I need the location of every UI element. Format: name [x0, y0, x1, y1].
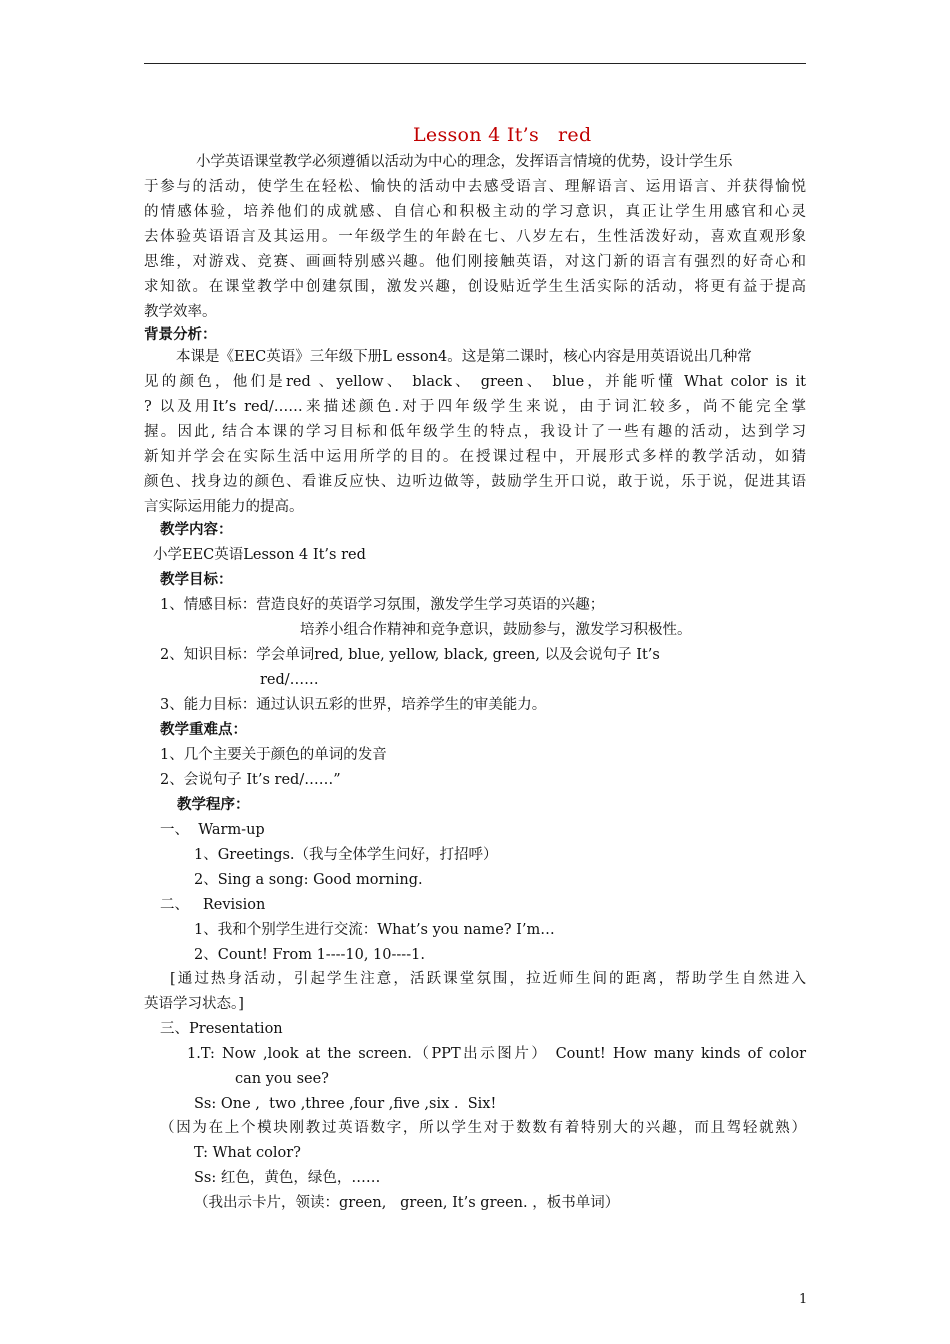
background-line: 颜色、找身边的颜色、看谁反应快、边听边做等，鼓励学生开口说，敢于说，乐于说，促进其语 — [144, 474, 806, 490]
goals-heading: 教学目标： — [160, 571, 233, 588]
procedure-step: 一、 Warm-up — [160, 822, 265, 838]
header-rule — [144, 63, 806, 64]
procedure-item: Ss: One , two ,three ,four ,five ,six . Six! — [194, 1096, 497, 1112]
keypoint-item: 1、几个主要关于颜色的单词的发音 — [160, 747, 387, 763]
procedure-step: 三、Presentation — [160, 1021, 283, 1037]
intro-line: 教学效率。 — [144, 304, 217, 320]
intro-line: 小学英语课堂教学必须遵循以活动为中心的理念，发挥语言情境的优势，设计学生乐 — [196, 154, 733, 170]
procedure-item: Ss: 红色，黄色，绿色，…… — [194, 1170, 381, 1186]
content-heading: 教学内容： — [160, 521, 233, 538]
procedure-item: 2、Count! From 1----10, 10----1. — [194, 947, 425, 963]
procedure-item: 1.T: Now ,look at the screen.（PPT出示图片） Count! How many kinds of color — [187, 1046, 806, 1062]
background-line: 新知并学会在实际生活中运用所学的目的。在授课过程中，开展形式多样的教学活动，如猜 — [144, 449, 806, 465]
procedure-item: 1、Greetings.（我与全体学生问好，打招呼） — [194, 847, 498, 863]
intro-line: 于参与的活动，使学生在轻松、愉快的活动中去感受语言、理解语言、运用语言、并获得愉悦 — [144, 179, 806, 195]
procedure-note: [通过热身活动，引起学生注意，活跃课堂氛围，拉近师生间的距离，帮助学生自然进入 — [170, 971, 806, 987]
procedure-item: （我出示卡片，领读：green, green, It’s green. ，板书单词） — [194, 1195, 620, 1211]
intro-line: 思维，对游戏、竞赛、画画特别感兴趣。他们刚接触英语，对这门新的语言有强烈的好奇心和 — [144, 254, 806, 270]
background-line: 见的颜色，他们是red 、yellow、 black、 green、 blue，并能听懂 What color is it — [144, 374, 806, 390]
procedure-item: can you see? — [235, 1071, 329, 1087]
goal-emotion-cont: 培养小组合作精神和竞争意识，鼓励参与，激发学习积极性。 — [300, 622, 692, 638]
keypoint-item: 2、会说句子 It’s red/……” — [160, 772, 341, 788]
background-heading: 背景分析： — [144, 326, 217, 343]
background-line: ? 以及用It’s red/……来描述颜色.对于四年级学生来说，由于词汇较多，尚不能完全掌 — [144, 399, 806, 415]
background-line: 握。因此, 结合本课的学习目标和低年级学生的特点，我设计了一些有趣的活动，达到学习 — [144, 424, 806, 440]
procedure-item: 2、Sing a song: Good morning. — [194, 872, 423, 888]
goal-knowledge: 2、知识目标：学会单词red, blue, yellow, black, green, 以及会说句子 It’s — [160, 647, 660, 663]
content-text: 小学EEC英语Lesson 4 It’s red — [153, 547, 366, 563]
procedure-note: （因为在上个模块刚教过英语数字，所以学生对于数数有着特别大的兴趣，而且驾轻就熟） — [160, 1120, 806, 1136]
goal-ability: 3、能力目标：通过认识五彩的世界，培养学生的审美能力。 — [160, 697, 547, 713]
background-line: 言实际运用能力的提高。 — [144, 499, 304, 515]
page-number: 1 — [799, 1292, 808, 1307]
procedure-step: 二、 Revision — [160, 897, 266, 913]
lesson-title: Lesson 4 It’s red — [413, 124, 592, 146]
intro-line: 的情感体验，培养他们的成就感、自信心和积极主动的学习意识，真正让学生用感官和心灵 — [144, 204, 806, 220]
procedure-heading: 教学程序： — [177, 796, 250, 813]
procedure-item: 1、我和个别学生进行交流：What’s you name? I’m… — [194, 922, 555, 938]
procedure-item: T: What color? — [194, 1145, 301, 1161]
goal-emotion: 1、情感目标：营造良好的英语学习氛围，激发学生学习英语的兴趣； — [160, 597, 605, 613]
keypoints-heading: 教学重难点： — [160, 721, 247, 738]
intro-line: 求知欲。在课堂教学中创建氛围，激发兴趣，创设贴近学生生活实际的活动，将更有益于提高 — [144, 279, 806, 295]
goal-knowledge-cont: red/…… — [260, 672, 319, 688]
background-line: 本课是《EEC英语》三年级下册L esson4。这是第二课时，核心内容是用英语说出几种常 — [176, 349, 752, 365]
procedure-note: 英语学习状态。] — [144, 996, 244, 1012]
intro-line: 去体验英语语言及其运用。一年级学生的年龄在七、八岁左右，生性活泼好动，喜欢直观形象 — [144, 229, 806, 245]
